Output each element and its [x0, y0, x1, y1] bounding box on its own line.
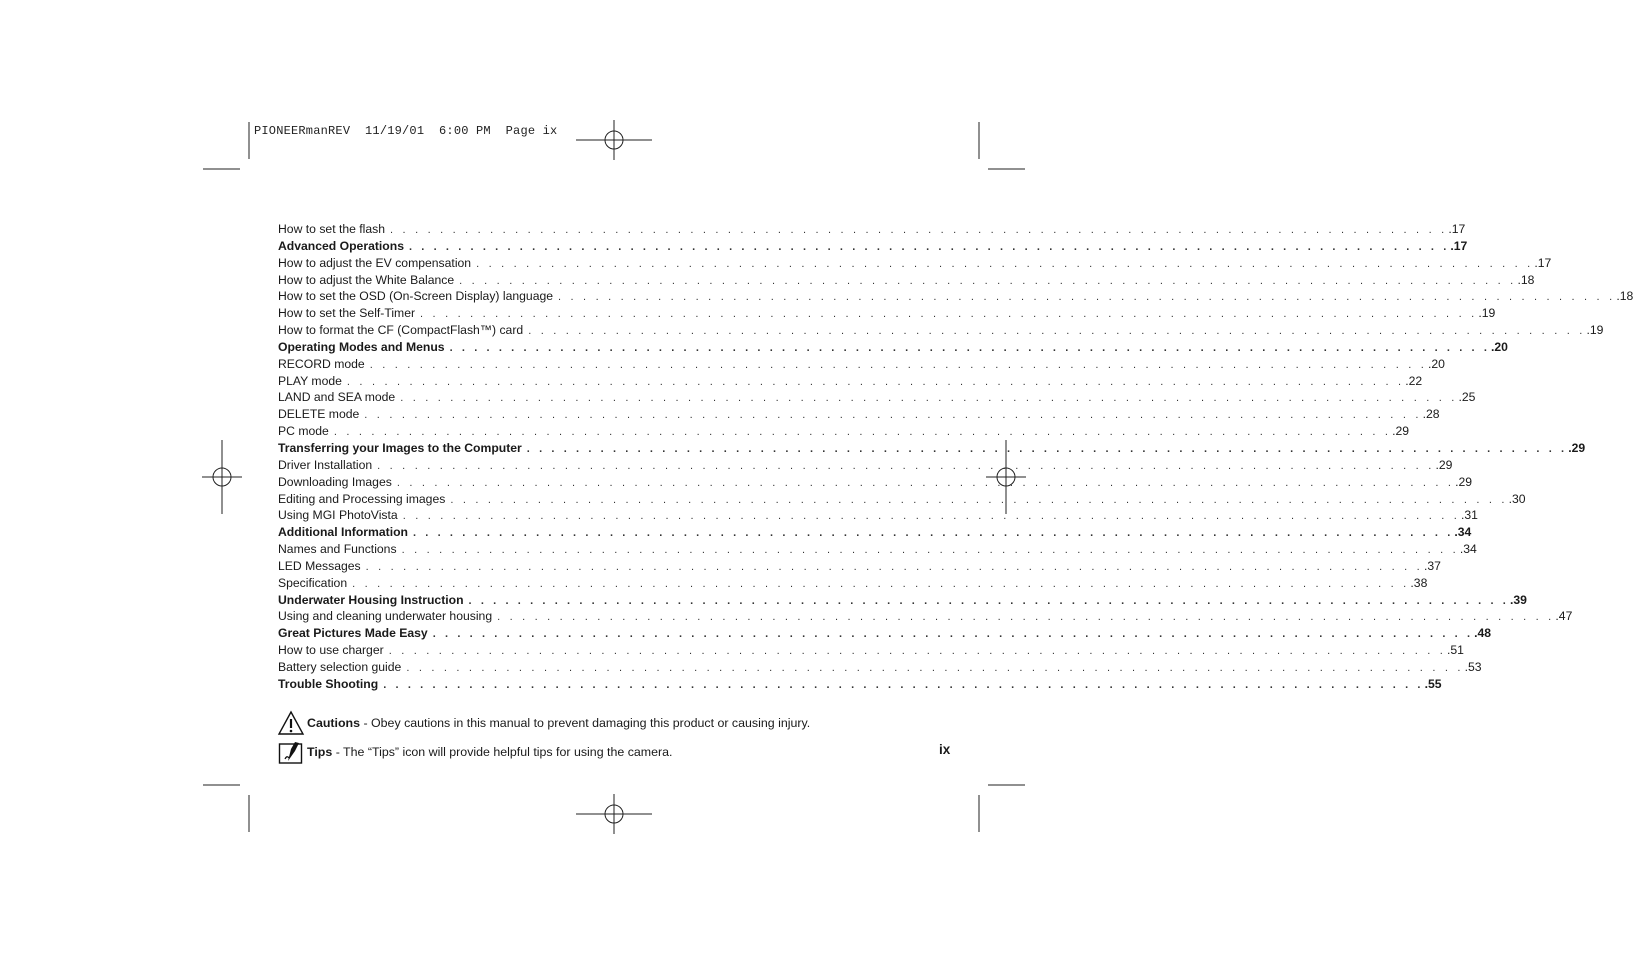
toc-entry: [278, 339, 1508, 356]
toc-entry-title: Editing and Processing images: [278, 491, 446, 506]
toc-entry-title: Trouble Shooting: [278, 676, 379, 691]
cautions-note: [278, 710, 810, 736]
toc-entry-page: .29: [1568, 440, 1586, 455]
toc-entry-title: Using and cleaning underwater housing: [278, 609, 493, 624]
toc-entry-page: .39: [1509, 592, 1527, 607]
toc-entry-title: RECORD mode: [278, 356, 365, 371]
toc-entry-title: Specification: [278, 575, 348, 590]
tips-icon: [278, 739, 304, 765]
toc-entry-title: Using MGI PhotoVista: [278, 508, 398, 523]
toc-leader-dots: . . . . . . . . . . . . . . . . . . . . . . . . . . . . . . . . . . . . . . . . . . . . . . . . . . . . . . . . . . . . . . . . . . . . . . . . . . . . . . . . . . . . .: [432, 628, 1474, 641]
toc-leader-dots: . . . . . . . . . . . . . . . . . . . . . . . . . . . . . . . . . . . . . . . . . . . . . . . . . . . . . . . . . . . . . . . . . . . . . . . . . . . . . . . . . . . . .: [390, 224, 1448, 236]
toc-entry: [278, 255, 1552, 272]
toc-entry: [278, 642, 1464, 659]
toc-entry-title: How to set the Self-Timer: [278, 306, 416, 321]
toc-entry-page: .20: [1490, 339, 1508, 354]
toc-entry-page: .19: [1586, 323, 1604, 338]
cautions-text: - Obey cautions in this manual to prevent damaging this product or causing injury.: [360, 716, 811, 730]
toc-entry-title: Great Pictures Made Easy: [278, 626, 428, 641]
toc-leader-dots: . . . . . . . . . . . . . . . . . . . . . . . . . . . . . . . . . . . . . . . . . . . . . . . . . . . . . . . . . . . . . . . . . . . . . . . . . . . . . . . . . . . . .: [333, 426, 1392, 439]
toc-entry-page: .22: [1405, 373, 1423, 388]
toc-entry-page: .53: [1464, 659, 1482, 674]
toc-entry-title: PLAY mode: [278, 373, 342, 388]
toc-entry-title: Downloading Images: [278, 474, 392, 489]
toc-entry: [278, 288, 1633, 305]
toc-leader-dots: . . . . . . . . . . . . . . . . . . . . . . . . . . . . . . . . . . . . . . . . . . . . . . . . . . . . . . . . . . . . . . . . . . . . . . . . . . . . . . . . . . . . .: [364, 409, 1422, 422]
caution-icon: [278, 710, 304, 736]
toc-entry-page: .38: [1410, 575, 1428, 590]
toc-entry-title: LED Messages: [278, 558, 361, 573]
toc-entry: [278, 592, 1527, 609]
toc-entry-title: How to adjust the White Balance: [278, 272, 455, 287]
toc-leader-dots: . . . . . . . . . . . . . . . . . . . . . . . . . . . . . . . . . . . . . . . . . . . . . . . . . . . . . . . . . . . . . . . . . . . . . . . . . . . . . . . . . . . . .: [396, 476, 1455, 489]
toc-leader-dots: . . . . . . . . . . . . . . . . . . . . . . . . . . . . . . . . . . . . . . . . . . . . . . . . . . . . . . . . . . . . . . . . . . . . . . . . . . . . . . . . . . . . .: [365, 560, 1423, 573]
toc-entry-page: .34: [1454, 525, 1472, 540]
toc-leader-dots: . . . . . . . . . . . . . . . . . . . . . . . . . . . . . . . . . . . . . . . . . . . . . . . . . . . . . . . . . . . . . . . . . . . . . . . . . . . . . . . . . . . . .: [406, 661, 1464, 674]
toc-entry-title: Battery selection guide: [278, 659, 402, 674]
toc-entry: [278, 305, 1496, 322]
toc-leader-dots: . . . . . . . . . . . . . . . . . . . . . . . . . . . . . . . . . . . . . . . . . . . . . . . . . . . . . . . . . . . . . . . . . . . . . . . . . . . . . . . . . . . . .: [400, 392, 1458, 405]
toc-entry: [278, 558, 1441, 575]
printer-slug: PIONEERmanREV 11/19/01 6:00 PM Page ix: [254, 124, 558, 138]
toc-entry-title: Additional Information: [278, 525, 408, 540]
toc-entry: [278, 322, 1604, 339]
toc-entry-page: .18: [1616, 289, 1633, 304]
toc-entry-page: .18: [1517, 272, 1535, 287]
toc-entry-title: Transferring your Images to the Computer: [278, 440, 522, 455]
toc-entry: [278, 389, 1476, 406]
toc-entry: [278, 423, 1410, 440]
tips-label: Tips: [307, 745, 333, 759]
toc-entry-page: .31: [1460, 508, 1478, 523]
toc-entry-page: .51: [1446, 643, 1464, 658]
toc-leader-dots: . . . . . . . . . . . . . . . . . . . . . . . . . . . . . . . . . . . . . . . . . . . . . . . . . . . . . . . . . . . . . . . . . . . . . . . . . . . . . . . . . . . . .: [377, 459, 1435, 472]
toc-entry-title: How to format the CF (CompactFlash™) card: [278, 323, 524, 338]
toc-entry-page: .30: [1508, 491, 1526, 506]
toc-entry: [278, 659, 1482, 676]
toc-leader-dots: . . . . . . . . . . . . . . . . . . . . . . . . . . . . . . . . . . . . . . . . . . . . . . . . . . . . . . . . . . . . . . . . . . . . . . . . . . . . . . . . . . . . .: [346, 375, 1405, 388]
toc-leader-dots: . . . . . . . . . . . . . . . . . . . . . . . . . . . . . . . . . . . . . . . . . . . . . . . . . . . . . . . . . . . . . . . . . . . . . . . . . . . . . . . . . . . . .: [528, 325, 1586, 338]
toc-entry-title: How to use charger: [278, 643, 384, 658]
toc-entry: [278, 625, 1492, 642]
toc-entry: [278, 524, 1472, 541]
toc-leader-dots: . . . . . . . . . . . . . . . . . . . . . . . . . . . . . . . . . . . . . . . . . . . . . . . . . . . . . . . . . . . . . . . . . . . . . . . . . . . . . . . . . . . . .: [468, 594, 1509, 607]
toc-entry-title: How to adjust the EV compensation: [278, 255, 472, 270]
toc-entry-page: .37: [1423, 558, 1441, 573]
toc-entry: [278, 373, 1423, 390]
tips-text: - The “Tips” icon will provide helpful tips for using the camera.: [332, 745, 673, 759]
page-number: ix: [939, 742, 951, 757]
toc-entry-page: .28: [1422, 407, 1440, 422]
toc-leader-dots: . . . . . . . . . . . . . . . . . . . . . . . . . . . . . . . . . . . . . . . . . . . . . . . . . . . . . . . . . . . . . . . . . . . . . . . . . . . . . . . . . . . . .: [450, 493, 1508, 506]
toc-entry-page: .29: [1435, 457, 1453, 472]
toc-leader-dots: . . . . . . . . . . . . . . . . . . . . . . . . . . . . . . . . . . . . . . . . . . . . . . . . . . . . . . . . . . . . . . . . . . . . . . . . . . . . . . . . . . . . .: [383, 678, 1424, 691]
toc-entry-title: Underwater Housing Instruction: [278, 592, 464, 607]
toc-entry: [278, 440, 1586, 457]
toc-entry-title: LAND and SEA mode: [278, 390, 396, 405]
toc-leader-dots: . . . . . . . . . . . . . . . . . . . . . . . . . . . . . . . . . . . . . . . . . . . . . . . . . . . . . . . . . . . . . . . . . . . . . . . . . . . . . . . . . . . . .: [413, 527, 1454, 540]
toc-entry-title: How to set the flash: [278, 222, 386, 236]
toc-leader-dots: . . . . . . . . . . . . . . . . . . . . . . . . . . . . . . . . . . . . . . . . . . . . . . . . . . . . . . . . . . . . . . . . . . . . . . . . . . . . . . . . . . . . .: [401, 544, 1459, 557]
toc-entry-page: .20: [1427, 356, 1445, 371]
toc-entry: [278, 676, 1442, 693]
toc-entry-page: .34: [1459, 542, 1477, 557]
toc-entry-page: .48: [1474, 626, 1492, 641]
toc-leader-dots: . . . . . . . . . . . . . . . . . . . . . . . . . . . . . . . . . . . . . . . . . . . . . . . . . . . . . . . . . . . . . . . . . . . . . . . . . . . . . . . . . . . . .: [476, 257, 1534, 270]
toc-entry-title: How to set the OSD (On-Screen Display) language: [278, 289, 554, 304]
toc-entry-title: Names and Functions: [278, 542, 397, 557]
toc-leader-dots: . . . . . . . . . . . . . . . . . . . . . . . . . . . . . . . . . . . . . . . . . . . . . . . . . . . . . . . . . . . . . . . . . . . . . . . . . . . . . . . . . . . . .: [388, 645, 1446, 658]
toc-entry-title: Advanced Operations: [278, 238, 404, 253]
toc-entry-page: .17: [1534, 255, 1552, 270]
toc-entry-page: .25: [1458, 390, 1476, 405]
toc-leader-dots: . . . . . . . . . . . . . . . . . . . . . . . . . . . . . . . . . . . . . . . . . . . . . . . . . . . . . . . . . . . . . . . . . . . . . . . . . . . . . . . . . . . . .: [408, 240, 1450, 253]
toc-entry-title: DELETE mode: [278, 407, 360, 422]
toc-entry-page: .55: [1424, 676, 1442, 691]
toc-entry-title: Operating Modes and Menus: [278, 339, 445, 354]
cautions-label: Cautions: [307, 716, 361, 730]
toc-entry: [278, 575, 1428, 592]
toc-entry-page: .17: [1448, 222, 1466, 236]
toc-entry: [278, 406, 1440, 423]
toc-entry-page: .29: [1392, 424, 1410, 439]
toc-leader-dots: . . . . . . . . . . . . . . . . . . . . . . . . . . . . . . . . . . . . . . . . . . . . . . . . . . . . . . . . . . . . . . . . . . . . . . . . . . . . . . . . . . . . .: [497, 611, 1555, 624]
toc-leader-dots: . . . . . . . . . . . . . . . . . . . . . . . . . . . . . . . . . . . . . . . . . . . . . . . . . . . . . . . . . . . . . . . . . . . . . . . . . . . . . . . . . . . . .: [558, 291, 1616, 304]
toc-entry: [278, 608, 1573, 625]
toc-entry: [278, 541, 1477, 558]
toc-leader-dots: . . . . . . . . . . . . . . . . . . . . . . . . . . . . . . . . . . . . . . . . . . . . . . . . . . . . . . . . . . . . . . . . . . . . . . . . . . . . . . . . . . . . .: [526, 442, 1568, 455]
toc-entry: [278, 221, 1466, 238]
table-of-contents: [278, 221, 1633, 693]
toc-entry: [278, 491, 1526, 508]
toc-leader-dots: . . . . . . . . . . . . . . . . . . . . . . . . . . . . . . . . . . . . . . . . . . . . . . . . . . . . . . . . . . . . . . . . . . . . . . . . . . . . . . . . . . . . .: [402, 510, 1460, 523]
toc-entry-title: PC mode: [278, 424, 329, 439]
toc-entry: [278, 356, 1445, 373]
toc-entry: [278, 457, 1453, 474]
toc-leader-dots: . . . . . . . . . . . . . . . . . . . . . . . . . . . . . . . . . . . . . . . . . . . . . . . . . . . . . . . . . . . . . . . . . . . . . . . . . . . . . . . . . . . . .: [352, 577, 1410, 590]
toc-entry: [278, 272, 1535, 289]
toc-leader-dots: . . . . . . . . . . . . . . . . . . . . . . . . . . . . . . . . . . . . . . . . . . . . . . . . . . . . . . . . . . . . . . . . . . . . . . . . . . . . . . . . . . . . .: [459, 274, 1517, 287]
toc-entry-page: .47: [1555, 609, 1573, 624]
toc-leader-dots: . . . . . . . . . . . . . . . . . . . . . . . . . . . . . . . . . . . . . . . . . . . . . . . . . . . . . . . . . . . . . . . . . . . . . . . . . . . . . . . . . . . . .: [420, 308, 1478, 321]
toc-entry-title: Driver Installation: [278, 457, 373, 472]
toc-entry-page: .29: [1455, 474, 1473, 489]
toc-leader-dots: . . . . . . . . . . . . . . . . . . . . . . . . . . . . . . . . . . . . . . . . . . . . . . . . . . . . . . . . . . . . . . . . . . . . . . . . . . . . . . . . . . . . .: [369, 358, 1427, 371]
toc-entry: [278, 474, 1473, 491]
toc-entry-page: .17: [1450, 238, 1468, 253]
tips-note: [278, 739, 672, 765]
toc-entry-page: .19: [1478, 306, 1496, 321]
toc-entry: [278, 238, 1468, 255]
toc-entry: [278, 507, 1478, 524]
toc-leader-dots: . . . . . . . . . . . . . . . . . . . . . . . . . . . . . . . . . . . . . . . . . . . . . . . . . . . . . . . . . . . . . . . . . . . . . . . . . . . . . . . . . . . . .: [449, 341, 1490, 354]
